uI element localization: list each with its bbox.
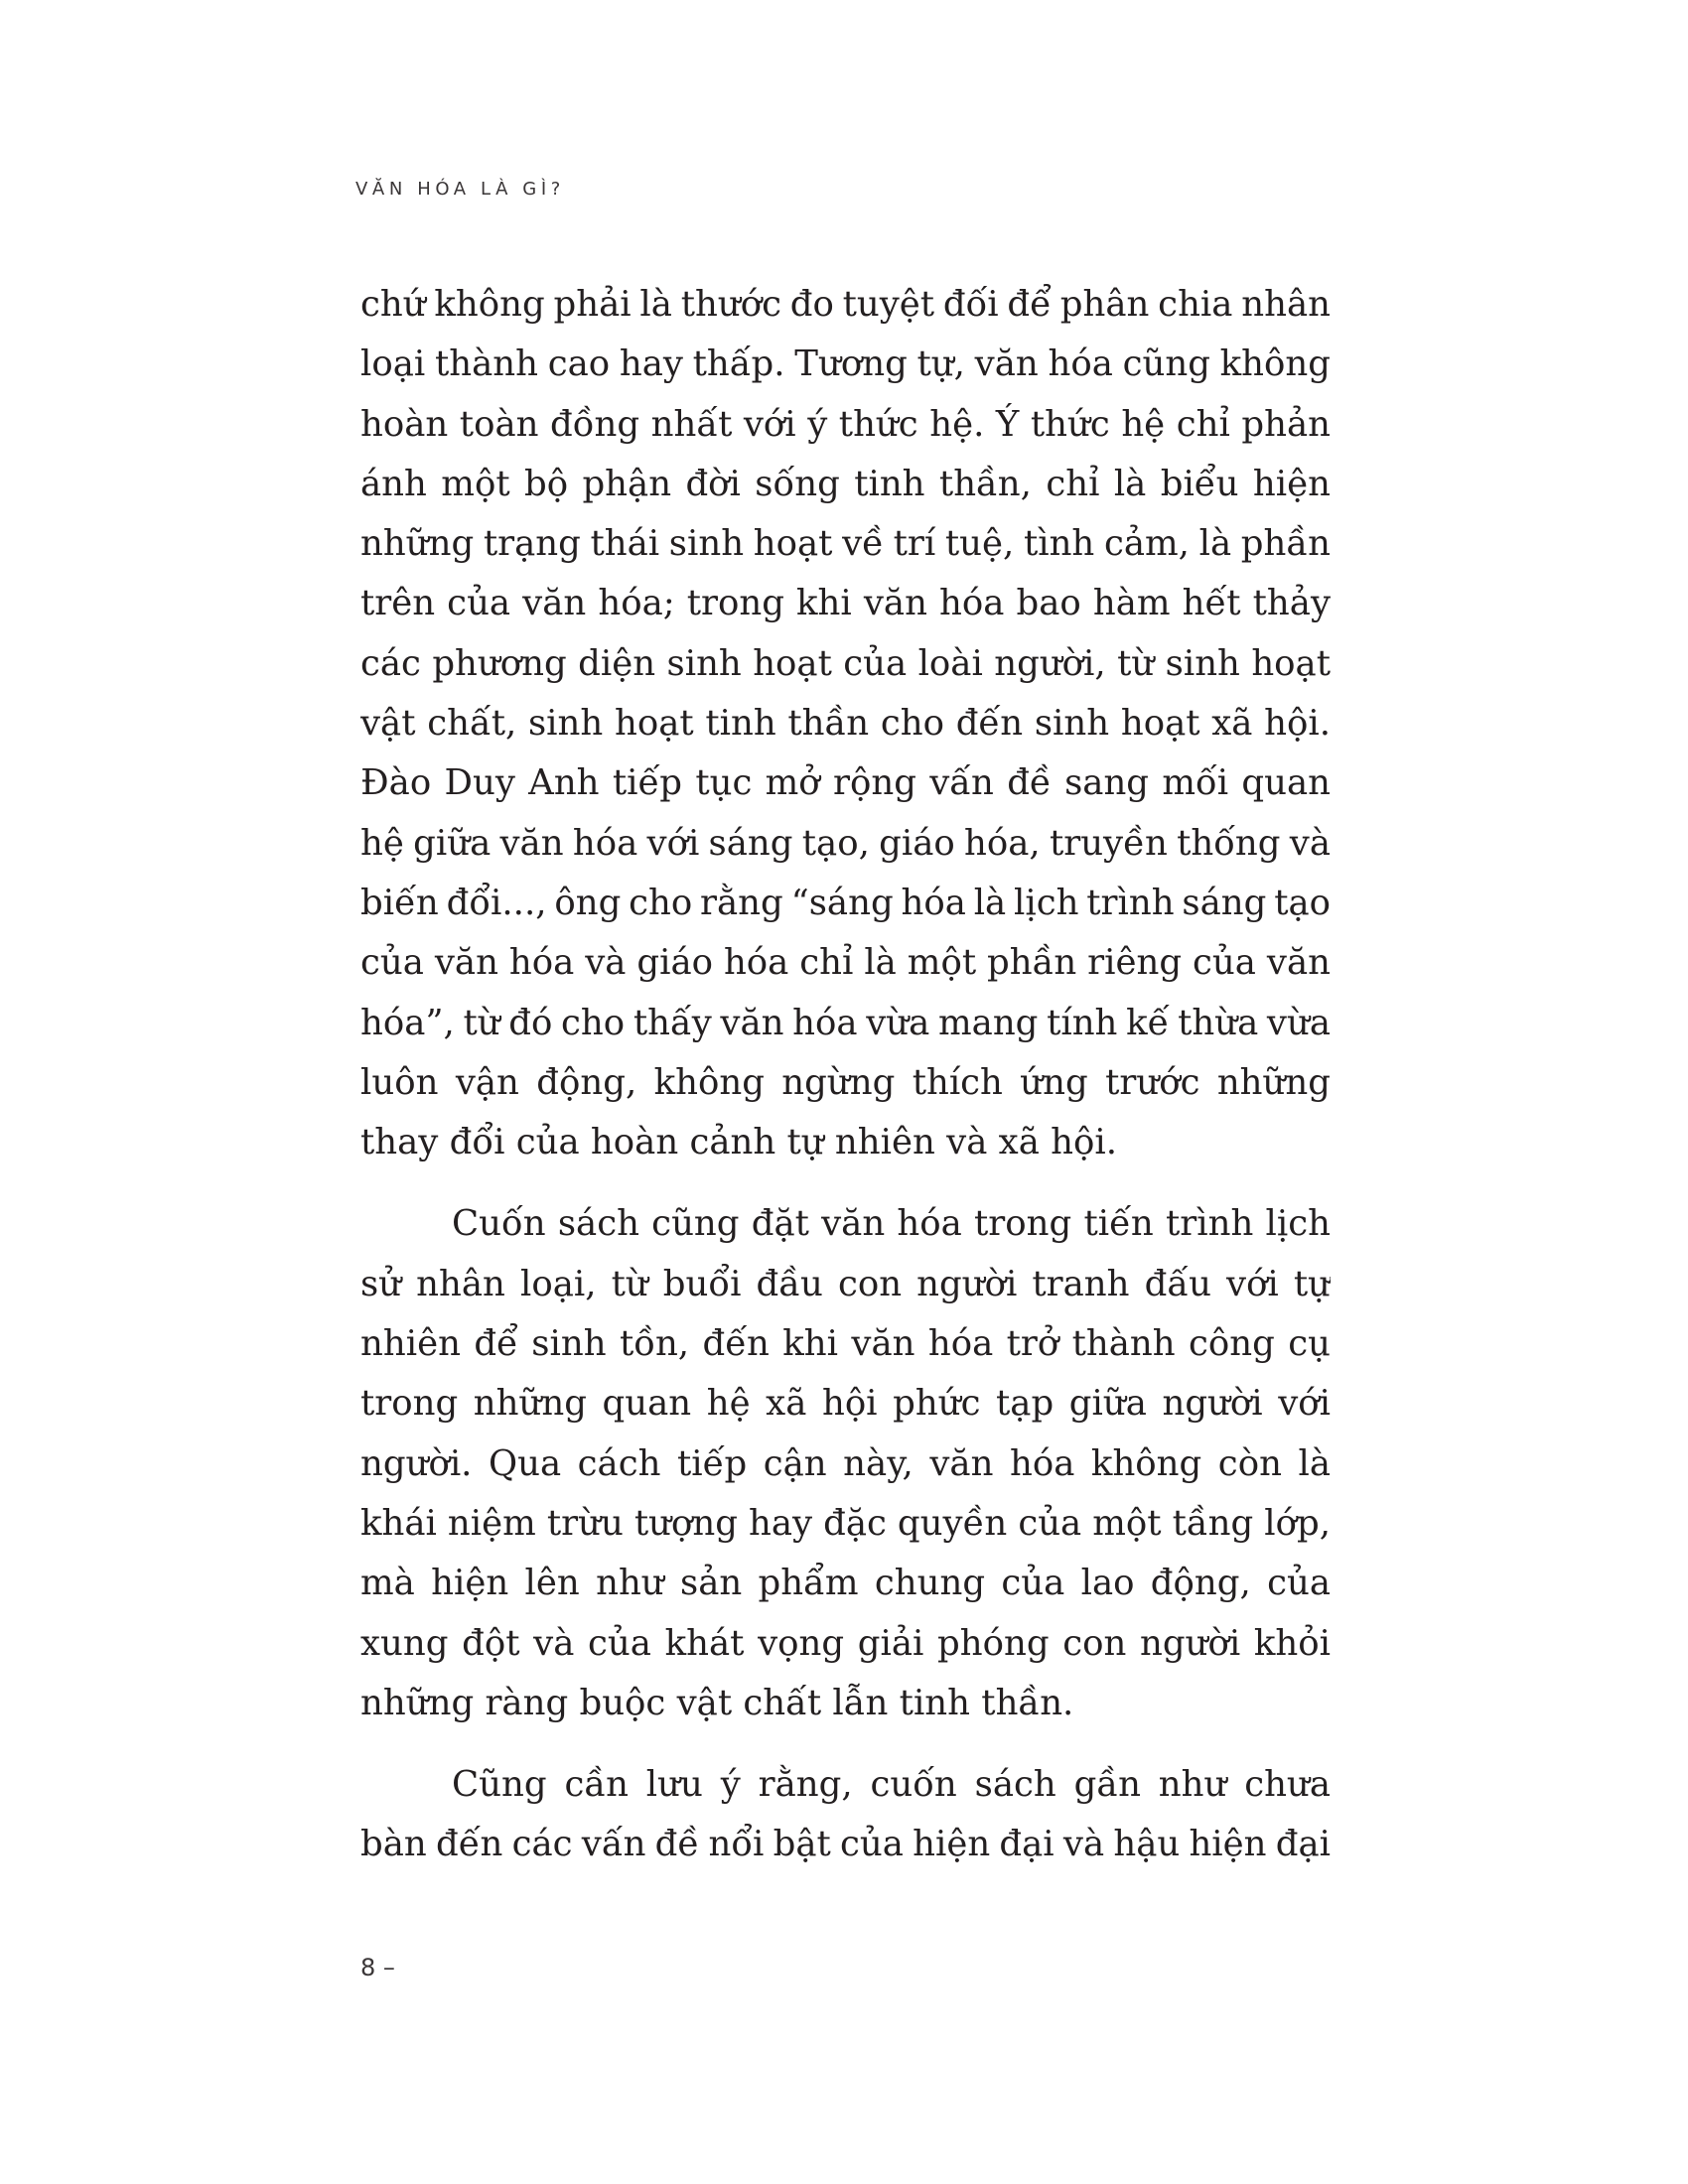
text-line: những trạng thái sinh hoạt về trí tuệ, tình cảm, là phần	[360, 523, 1331, 565]
text-line: biến đổi..., ông cho rằng “sáng hóa là lịch trình sáng tạo	[360, 882, 1331, 923]
text-line: trong những quan hệ xã hội phức tạp giữa người với	[360, 1383, 1331, 1425]
paragraph-1	[360, 275, 1331, 1172]
text-line: sử nhân loại, từ buổi đầu con người tranh đấu với tự	[360, 1263, 1331, 1304]
text-line: thay đổi của hoàn cảnh tự nhiên và xã hội.	[360, 1122, 1118, 1163]
text-line: trên của văn hóa; trong khi văn hóa bao hàm hết thảy	[360, 583, 1331, 624]
text-line: mà hiện lên như sản phẩm chung của lao động, của	[360, 1563, 1331, 1604]
text-line: nhiên để sinh tồn, đến khi văn hóa trở thành công cụ	[360, 1323, 1331, 1365]
page-number: 8 –	[360, 1954, 395, 1981]
text-line: của văn hóa và giáo hóa chỉ là một phần riêng của văn	[360, 942, 1331, 984]
text-line: ánh một bộ phận đời sống tinh thần, chỉ là biểu hiện	[360, 463, 1331, 504]
text-line: loại thành cao hay thấp. Tương tự, văn hóa cũng không	[360, 343, 1331, 385]
text-line: hóa”, từ đó cho thấy văn hóa vừa mang tính kế thừa vừa	[360, 1002, 1331, 1043]
paragraph-3	[360, 1755, 1331, 1875]
text-line: xung đột và của khát vọng giải phóng con người khỏi	[360, 1622, 1331, 1664]
running-header: VĂN HÓA LÀ GÌ?	[355, 179, 565, 200]
text-line: Cũng cần lưu ý rằng, cuốn sách gần như chưa	[452, 1764, 1331, 1806]
paragraph-2	[360, 1194, 1331, 1733]
text-line: chứ không phải là thước đo tuyệt đối để phân chia nhân	[360, 284, 1331, 325]
body-text	[360, 275, 1331, 1875]
text-line: người. Qua cách tiếp cận này, văn hóa không còn là	[360, 1442, 1331, 1484]
text-line: Đào Duy Anh tiếp tục mở rộng vấn đề sang mối quan	[360, 762, 1331, 804]
text-line: hệ giữa văn hóa với sáng tạo, giáo hóa, truyền thống và	[360, 822, 1331, 864]
text-line: luôn vận động, không ngừng thích ứng trước những	[360, 1061, 1331, 1103]
text-line: Cuốn sách cũng đặt văn hóa trong tiến trình lịch	[452, 1203, 1331, 1245]
text-line: hoàn toàn đồng nhất với ý thức hệ. Ý thức hệ chỉ phản	[360, 403, 1331, 445]
text-line: các phương diện sinh hoạt của loài người, từ sinh hoạt	[360, 642, 1331, 684]
text-line: vật chất, sinh hoạt tinh thần cho đến sinh hoạt xã hội.	[360, 703, 1331, 745]
text-line: những ràng buộc vật chất lẫn tinh thần.	[360, 1682, 1074, 1723]
text-line: khái niệm trừu tượng hay đặc quyền của một tầng lớp,	[360, 1502, 1331, 1544]
text-line: bàn đến các vấn đề nổi bật của hiện đại và hậu hiện đại	[360, 1824, 1331, 1865]
